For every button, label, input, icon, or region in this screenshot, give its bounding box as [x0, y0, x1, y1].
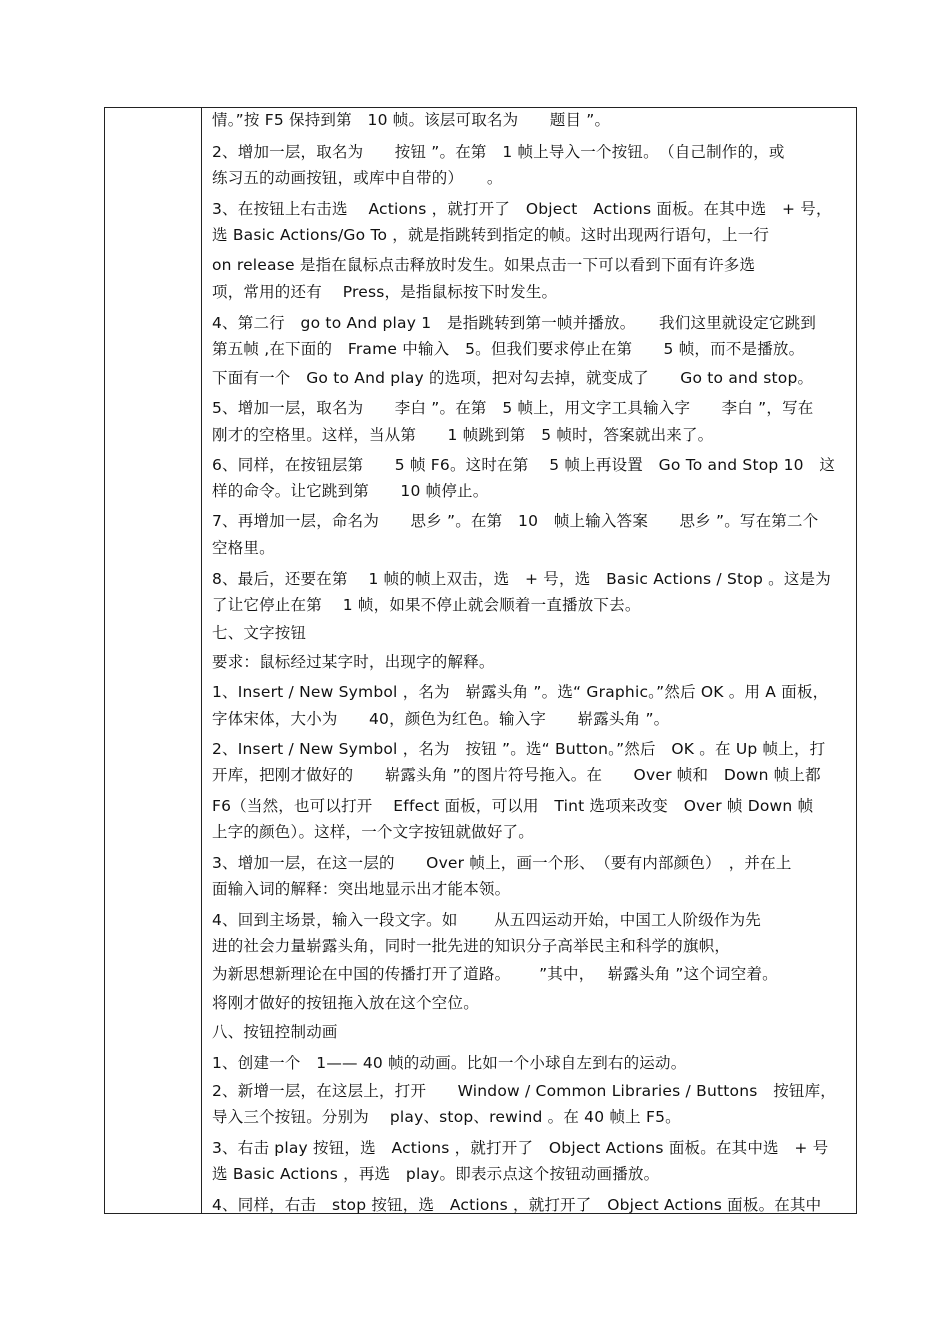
text-line: 为新思想新理论在中国的传播打开了道路。 ”其中， 崭露头角 ”这个词空着。: [212, 965, 778, 983]
text-line: 第五帧 ,在下面的 Frame 中输入 5。但我们要求停止在第 5 帧，而不是播放。: [212, 340, 805, 358]
left-column-cell: [105, 108, 202, 1213]
text-line: 进的社会力量崭露头角，同时一批先进的知识分子高举民主和科学的旗帜，: [212, 937, 731, 955]
text-line: 空格里。: [212, 539, 275, 557]
text-line: 4、回到主场景，输入一段文字。如 从五四运动开始，中国工人阶级作为先: [212, 911, 761, 929]
text-line: 1、创建一个 1—— 40 帧的动画。比如一个小球自左到右的运动。: [212, 1054, 687, 1072]
text-line: 练习五的动画按钮，或库中自带的） 。: [212, 169, 503, 187]
text-line: on release 是指在鼠标点击释放时发生。如果点击一下可以看到下面有许多选: [212, 256, 756, 274]
text-line: 情。”按 F5 保持到第 10 帧。该层可取名为 题目 ”。: [212, 111, 611, 129]
section-heading: 七、文字按钮: [212, 624, 307, 642]
text-line: 面输入词的解释：突出地显示出才能本领。: [212, 880, 511, 898]
text-line: 3、右击 play 按钮，选 Actions ，就打开了 Object Actions 面板。在其中选 + 号: [212, 1139, 829, 1157]
content-table: [104, 107, 857, 1214]
text-line: 选 Basic Actions ，再选 play。即表示点这个按钮动画播放。: [212, 1165, 660, 1183]
text-line: 2、增加一层，取名为 按钮 ”。在第 1 帧上导入一个按钮。 （自己制作的，或: [212, 143, 785, 161]
section-heading: 八、按钮控制动画: [212, 1023, 338, 1041]
text-line: 1、Insert / New Symbol ，名为 崭露头角 ”。选“ Graphic。”然后 OK 。用 A 面板，: [212, 683, 829, 701]
text-line: F6（当然，也可以打开 Effect 面板，可以用 Tint 选项来改变 Over 帧 Down 帧: [212, 797, 814, 815]
text-line: 了让它停止在第 1 帧，如果不停止就会顺着一直播放下去。: [212, 596, 641, 614]
text-line: 8、最后，还要在第 1 帧的帧上双击，选 + 号，选 Basic Actions / Stop 。这是为: [212, 570, 831, 588]
text-line: 下面有一个 Go to And play 的选项，把对勾去掉，就变成了 Go to and stop。: [212, 369, 814, 387]
text-line: 开库，把刚才做好的 崭露头角 ”的图片符号拖入。在 Over 帧和 Down 帧上都: [212, 766, 821, 784]
text-line: 7、再增加一层，命名为 思乡 ”。在第 10 帧上输入答案 思乡 ”。写在第二个: [212, 512, 819, 530]
text-line: 3、增加一层，在这一层的 Over 帧上，画一个形、 （要有内部颜色） ，并在上: [212, 854, 792, 872]
text-line: 5、增加一层，取名为 李白 ”。在第 5 帧上，用文字工具输入字 李白 ”，写在: [212, 399, 814, 417]
text-line: 选 Basic Actions/Go To ，就是指跳转到指定的帧。这时出现两行语句，上一行: [212, 226, 770, 244]
content-cell: [202, 108, 856, 1213]
text-line: 4、同样，右击 stop 按钮，选 Actions ，就打开了 Object Actions 面板。在其中: [212, 1196, 822, 1214]
text-line: 要求：鼠标经过某字时，出现字的解释。: [212, 653, 495, 671]
text-line: 6、同样，在按钮层第 5 帧 F6。这时在第 5 帧上再设置 Go To and Stop 10 这: [212, 456, 836, 474]
text-line: 3、在按钮上右击选 Actions ，就打开了 Object Actions 面板。在其中选 + 号，: [212, 200, 832, 218]
text-line: 将刚才做好的按钮拖入放在这个空位。: [212, 994, 479, 1012]
text-line: 字体宋体，大小为 40，颜色为红色。输入字 崭露头角 ”。: [212, 710, 670, 728]
text-line: 样的命令。让它跳到第 10 帧停止。: [212, 482, 489, 500]
text-line: 项，常用的还有 Press，是指鼠标按下时发生。: [212, 283, 558, 301]
text-line: 2、Insert / New Symbol ，名为 按钮 ”。选“ Button。”然后 OK 。在 Up 帧上，打: [212, 740, 826, 758]
text-line: 导入三个按钮。分别为 play、stop、rewind 。在 40 帧上 F5。: [212, 1108, 681, 1126]
text-line: 上字的颜色）。这样，一个文字按钮就做好了。: [212, 823, 534, 841]
text-line: 刚才的空格里。这样，当从第 1 帧跳到第 5 帧时，答案就出来了。: [212, 426, 714, 444]
text-line: 2、新增一层，在这层上，打开 Window / Common Libraries / Buttons 按钮库，: [212, 1082, 837, 1100]
text-line: 4、第二行 go to And play 1 是指跳转到第一帧并播放。 我们这里就设定它跳到: [212, 314, 817, 332]
